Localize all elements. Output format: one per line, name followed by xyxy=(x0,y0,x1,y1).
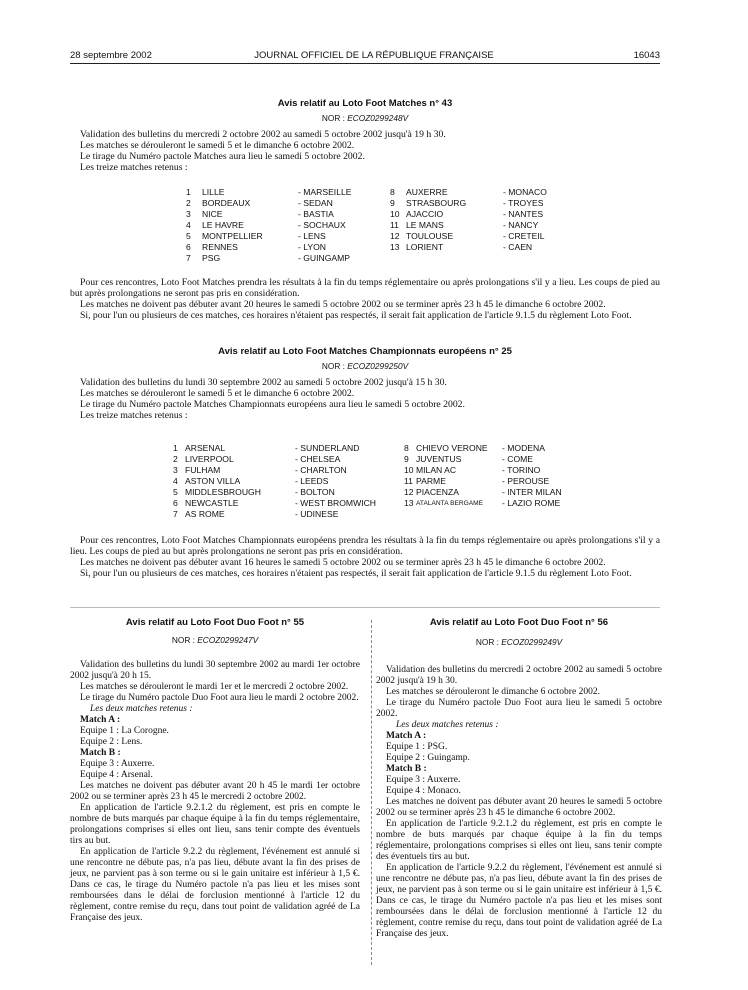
validation-text: Validation des bulletins du mercredi 2 octobre 2002 au samedi 5 octobre 2002 jusqu'à 19 h 30. xyxy=(376,665,662,686)
header-date: 28 septembre 2002 xyxy=(70,50,152,61)
home-team: ASTON VILLA xyxy=(185,476,241,486)
away-team: - CRETEIL xyxy=(503,231,545,241)
nor-reference: NOR : ECOZ0299250V xyxy=(321,361,409,371)
matches-heading: Les deux matches retenus : xyxy=(90,704,193,714)
home-team: AUXERRE xyxy=(406,187,448,197)
match-a-team-1: Equipe 1 : La Corogne. xyxy=(80,726,169,736)
cancellation-rule: En application de l'article 9.2.2 du règlement, l'événement est annulé si une rencontre ne débute pas, n'a pas lieu, débute avant la fin des prises de jeux, ne parvient pas à son terme ou si le gain unitaire est inférieur à 1,5 €. Dans ce cas, le tirage du Numéro pactole n'a pas lieu et les mises sont remboursées dans le délai de forclusion mentionné à l'article 12 du règlement, contre remise du reçu, dans tout point de validation agréé de La Française des jeux. xyxy=(376,863,662,939)
notice-title: Avis relatif au Loto Foot Duo Foot n° 55 xyxy=(125,617,305,628)
matches-table xyxy=(0,187,748,267)
home-team: LE HAVRE xyxy=(202,220,244,230)
match-number: 2 xyxy=(186,198,191,208)
article-reference: Si, pour l'un ou plusieurs de ces matches, ces horaires n'étaient pas respectés, il serait fait application de l'article 9.1.5 du règlement Loto Foot. xyxy=(80,310,632,321)
matches-heading: Les treize matches retenus : xyxy=(80,410,188,421)
away-team: - COME xyxy=(502,454,534,464)
home-team: NEWCASTLE xyxy=(185,498,239,508)
match-number: 9 xyxy=(390,198,395,208)
time-limits: Les matches ne doivent pas débuter avant 16 heures le samedi 5 octobre 2002 ou se terminer après 23 h 45 le dimanche 6 octobre 2002. xyxy=(80,557,606,568)
goals-rule: En application de l'article 9.2.1.2 du règlement, est pris en compte le nombre de buts marqués par chaque équipe à la fin du temps réglementaire, prolongations comprises si elles ont lieu, sans tenir compte des éventuels tirs au but. xyxy=(70,803,360,846)
match-number: 5 xyxy=(173,487,178,497)
home-team: AS ROME xyxy=(185,509,225,519)
header-journal-title: JOURNAL OFFICIEL DE LA RÉPUBLIQUE FRANÇAISE xyxy=(254,50,494,61)
away-team: - LYON xyxy=(298,242,327,252)
away-team: - WEST BROMWICH xyxy=(295,498,376,508)
duo-foot-55-body xyxy=(70,660,360,924)
nor-reference: NOR : ECOZ0299247V xyxy=(171,635,259,645)
dates-text: Les matches se dérouleront le mardi 1er et le mercredi 2 octobre 2002. xyxy=(80,682,349,692)
match-number: 1 xyxy=(186,187,191,197)
match-b-team-3: Equipe 3 : Auxerre. xyxy=(80,759,155,769)
match-b-team-3: Equipe 3 : Auxerre. xyxy=(386,775,461,785)
away-team: - SUNDERLAND xyxy=(295,443,360,453)
match-number: 7 xyxy=(186,253,191,263)
match-number: 4 xyxy=(173,476,178,486)
nor-reference: NOR : ECOZ0299249V xyxy=(475,637,563,647)
column-divider xyxy=(371,620,372,965)
away-team: - CHELSEA xyxy=(295,454,341,464)
matches-heading: Les deux matches retenus : xyxy=(396,720,499,730)
home-team: PIACENZA xyxy=(416,487,459,497)
away-team: - TORINO xyxy=(502,465,541,475)
section-divider xyxy=(70,607,660,608)
dates-text: Les matches se dérouleront le samedi 5 et le dimanche 6 octobre 2002. xyxy=(80,388,355,399)
home-team: ARSENAL xyxy=(185,443,226,453)
match-b-heading: Match B : xyxy=(80,748,121,758)
away-team: - CHARLTON xyxy=(295,465,347,475)
home-team: AJACCIO xyxy=(406,209,444,219)
away-team: - MARSEILLE xyxy=(298,187,352,197)
away-team: - LEEDS xyxy=(295,476,329,486)
home-team: FULHAM xyxy=(185,465,221,475)
nor-reference: NOR : ECOZ0299248V xyxy=(321,113,409,123)
match-a-team-2: Equipe 2 : Lens. xyxy=(80,737,143,747)
away-team: - LENS xyxy=(298,231,326,241)
header-rule xyxy=(70,63,660,64)
away-team: - BOLTON xyxy=(295,487,335,497)
match-number: 8 xyxy=(404,443,409,453)
match-b-team-4: Equipe 4 : Arsenal. xyxy=(80,770,153,780)
match-number: 1 xyxy=(173,443,178,453)
away-team: - CAEN xyxy=(503,242,533,252)
match-number: 4 xyxy=(186,220,191,230)
matches-heading: Les treize matches retenus : xyxy=(80,162,188,173)
notice-body xyxy=(70,535,660,579)
home-team: MIDDLESBROUGH xyxy=(185,487,261,497)
draw-text: Le tirage du Numéro pactole Matches Championnats européens aura lieu le samedi 5 octobre 2002. xyxy=(80,399,465,410)
draw-text: Le tirage du Numéro pactole Matches aura lieu le samedi 5 octobre 2002. xyxy=(80,151,365,162)
away-team: - GUINGAMP xyxy=(298,253,351,263)
goals-rule: En application de l'article 9.2.1.2 du règlement, est pris en compte le nombre de buts marqués par chaque équipe à la fin du temps réglementaire, prolongations comprises si elles ont lieu, sans tenir compte des éventuels tirs au but. xyxy=(376,819,662,862)
match-number: 12 xyxy=(390,231,400,241)
home-team: STRASBOURG xyxy=(406,198,467,208)
duo-foot-56-body xyxy=(376,665,662,940)
away-team: - MONACO xyxy=(503,187,547,197)
article-reference: Si, pour l'un ou plusieurs de ces matches, ces horaires n'étaient pas respectés, il serait fait application de l'article 9.1.5 du règlement Loto Foot. xyxy=(80,568,632,579)
notice-intro xyxy=(80,129,660,173)
matches-table xyxy=(0,443,748,523)
match-number: 11 xyxy=(390,220,399,230)
match-number: 12 xyxy=(404,487,414,497)
match-number: 8 xyxy=(390,187,395,197)
home-team: LILLE xyxy=(202,187,225,197)
away-team: - BASTIA xyxy=(298,209,334,219)
home-team: TOULOUSE xyxy=(406,231,454,241)
away-team: - SOCHAUX xyxy=(298,220,346,230)
results-rule: Pour ces rencontres, Loto Foot Matches prendra les résultats à la fin du temps réglementaire ou après prolongations s'il y a lieu. Les coups de pied au but après prolongations ne seront pas pris en considération. xyxy=(70,277,660,299)
draw-text: Le tirage du Numéro pactole Duo Foot aura lieu le samedi 5 octobre 2002. xyxy=(376,698,662,719)
validation-text: Validation des bulletins du lundi 30 septembre 2002 au mardi 1er octobre 2002 jusqu'à 20 h 15. xyxy=(70,660,360,681)
match-number: 11 xyxy=(404,476,413,486)
home-team: ATALANTA BERGAME xyxy=(416,500,484,507)
away-team: - UDINESE xyxy=(295,509,339,519)
validation-text: Validation des bulletins du mercredi 2 octobre 2002 au samedi 5 octobre 2002 jusqu'à 19 h 30. xyxy=(80,129,446,140)
notice-title: Avis relatif au Loto Foot Matches Championnats européens n° 25 xyxy=(218,346,512,357)
match-number: 2 xyxy=(173,454,178,464)
match-number: 6 xyxy=(186,242,191,252)
notice-body xyxy=(70,277,660,321)
away-team: - NANCY xyxy=(503,220,539,230)
home-team: LORIENT xyxy=(406,242,444,252)
notice-title: Avis relatif au Loto Foot Duo Foot n° 56 xyxy=(429,617,609,628)
home-team: PARME xyxy=(416,476,446,486)
time-limits: Les matches ne doivent pas débuter avant 20 h 45 le mardi 1er octobre 2002 ou se terminer après 23 h 45 le mercredi 2 octobre 2002. xyxy=(70,781,360,802)
time-limits: Les matches ne doivent pas débuter avant 20 heures le samedi 5 octobre 2002 ou se terminer après 23 h 45 le dimanche 6 octobre 2002. xyxy=(80,299,606,310)
match-number: 9 xyxy=(404,454,409,464)
match-a-heading: Match A : xyxy=(386,731,427,741)
cancellation-rule: En application de l'article 9.2.2 du règlement, l'événement est annulé si une rencontre ne débute pas, n'a pas lieu, débute avant la fin des prises de jeux, ne parvient pas à son terme ou si le gain unitaire est inférieur à 1,5 €. Dans ce cas, le tirage du Numéro pactole n'a pas lieu et les mises sont remboursées dans le délai de forclusion mentionné à l'article 12 du règlement, contre remise du reçu, dans tout point de validation agréé de La Française des jeux. xyxy=(70,847,360,923)
away-team: - LAZIO ROME xyxy=(502,498,561,508)
away-team: - SEDAN xyxy=(298,198,333,208)
home-team: NICE xyxy=(202,209,223,219)
away-team: - INTER MILAN xyxy=(502,487,562,497)
home-team: MILAN AC xyxy=(416,465,457,475)
home-team: CHIEVO VERONE xyxy=(416,443,488,453)
away-team: - TROYES xyxy=(503,198,544,208)
away-team: - NANTES xyxy=(503,209,544,219)
away-team: - PEROUSE xyxy=(502,476,550,486)
home-team: JUVENTUS xyxy=(416,454,462,464)
home-team: RENNES xyxy=(202,242,238,252)
notice-intro xyxy=(80,377,660,421)
match-number: 13 xyxy=(390,242,400,252)
results-rule: Pour ces rencontres, Loto Foot Matches Championnats européens prendra les résultats à la fin du temps réglementaire ou après prolongations s'il y a lieu. Les coups de pied au but après prolongations ne seront pas pris en considération. xyxy=(70,535,660,557)
match-number: 10 xyxy=(404,465,414,475)
match-b-heading: Match B : xyxy=(386,764,427,774)
match-number: 5 xyxy=(186,231,191,241)
header-page-number: 16043 xyxy=(633,50,660,61)
match-a-team-2: Equipe 2 : Guingamp. xyxy=(386,753,470,763)
dates-text: Les matches se dérouleront le samedi 5 et le dimanche 6 octobre 2002. xyxy=(80,140,355,151)
notice-title: Avis relatif au Loto Foot Matches n° 43 xyxy=(277,98,453,109)
match-number: 13 xyxy=(404,498,414,508)
draw-text: Le tirage du Numéro pactole Duo Foot aura lieu le mardi 2 octobre 2002. xyxy=(80,693,359,703)
match-a-heading: Match A : xyxy=(80,715,121,725)
match-number: 3 xyxy=(173,465,178,475)
away-team: - MODENA xyxy=(502,443,545,453)
home-team: BORDEAUX xyxy=(202,198,251,208)
match-a-team-1: Equipe 1 : PSG. xyxy=(386,742,448,752)
match-number: 10 xyxy=(390,209,400,219)
match-number: 7 xyxy=(173,509,178,519)
home-team: PSG xyxy=(202,253,221,263)
validation-text: Validation des bulletins du lundi 30 septembre 2002 au samedi 5 octobre 2002 jusqu'à 15 h 30. xyxy=(80,377,447,388)
match-number: 3 xyxy=(186,209,191,219)
home-team: LE MANS xyxy=(406,220,444,230)
dates-text: Les matches se dérouleront le dimanche 6 octobre 2002. xyxy=(386,687,600,697)
time-limits: Les matches ne doivent pas débuter avant 20 heures le samedi 5 octobre 2002 ou se terminer après 23 h 45 le dimanche 6 octobre 2002. xyxy=(376,797,662,818)
match-number: 6 xyxy=(173,498,178,508)
home-team: LIVERPOOL xyxy=(185,454,234,464)
match-b-team-4: Equipe 4 : Monaco. xyxy=(386,786,461,796)
home-team: MONTPELLIER xyxy=(202,231,263,241)
